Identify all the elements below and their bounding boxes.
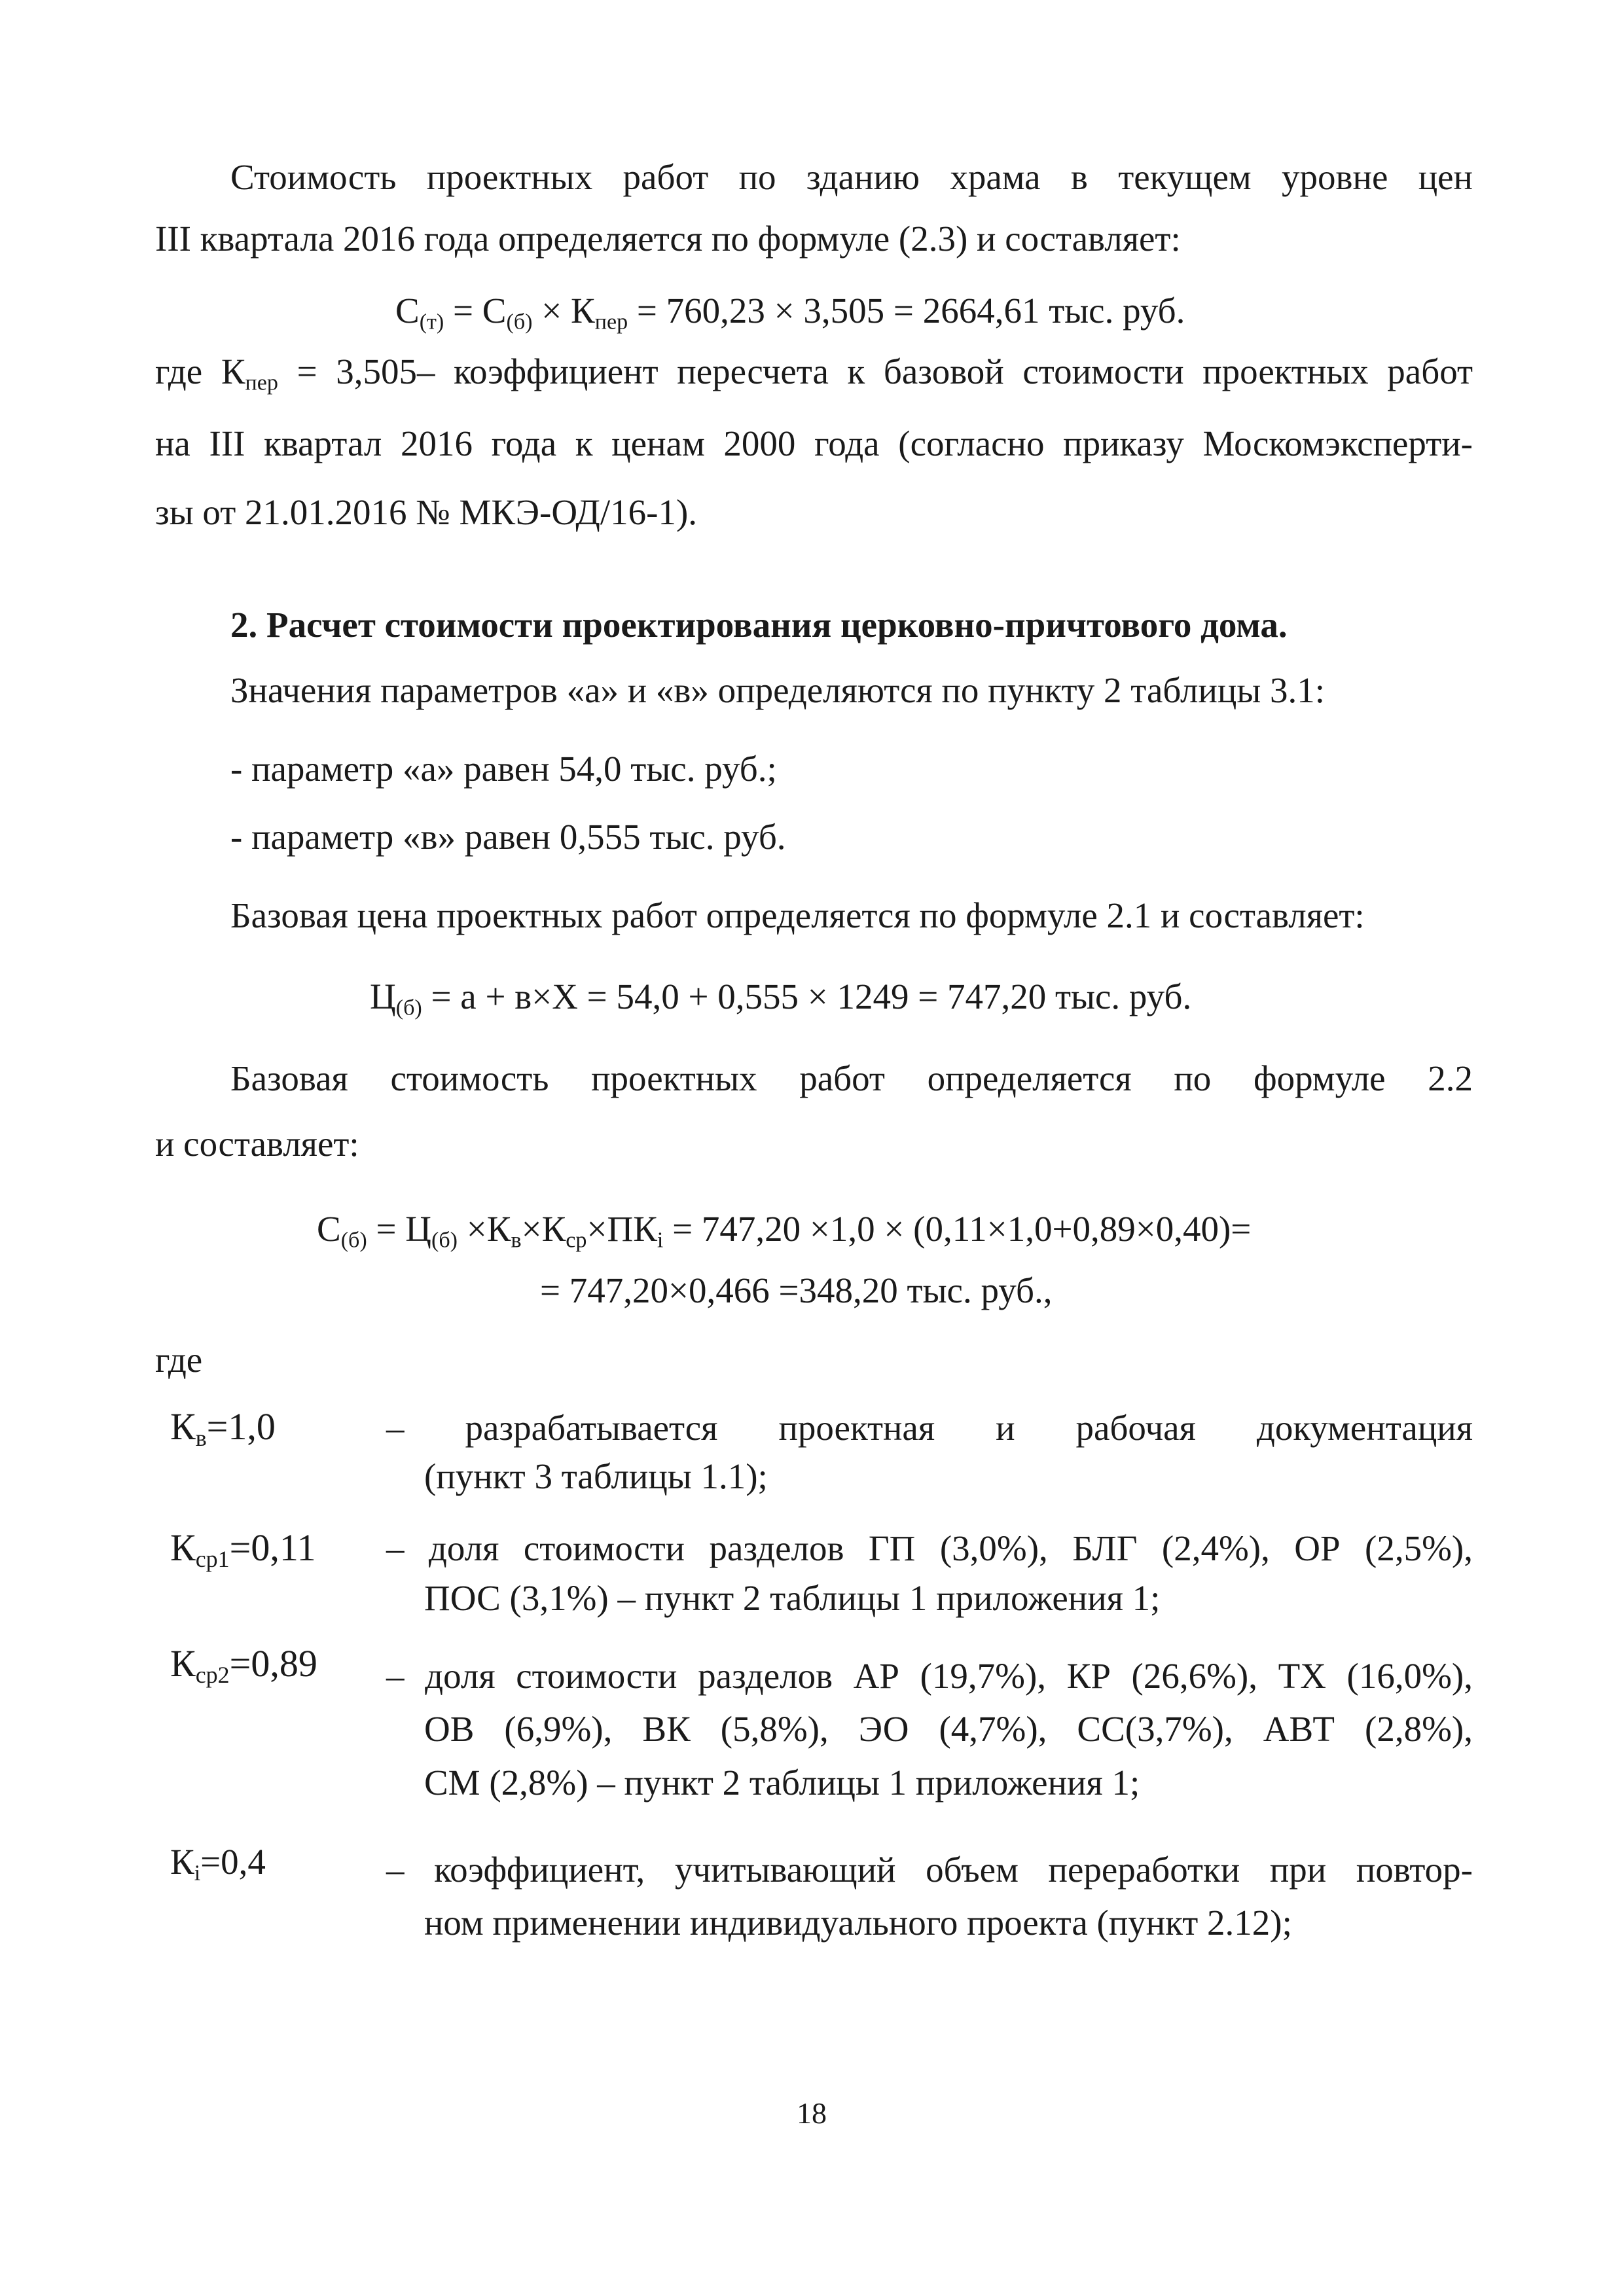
coef-kv-desc-1: – разрабатывается проектная и рабочая документация — [386, 1408, 1473, 1448]
formula-base-cost: $С_{(б)} = Ц_{(б)} \times К_в\times К_{ср}\times ПК_i = 747,20 \times 1,0 \times (0,11\times 1,0+0,89\times 0,40)=$ — [317, 1209, 1252, 1253]
coef-ksr2-desc-1: – доля стоимости разделов АР (19,7%), КР (26,6%), ТХ (16,0%), — [386, 1656, 1473, 1696]
where-kper-line-2: на III квартал 2016 года к ценам 2000 года (согласно приказу Москомэксперти- — [155, 423, 1473, 463]
formula-base-cost-result: = 747,20×0,466 =348,20 тыс. руб., — [540, 1270, 1053, 1310]
param-b-item: - параметр «в» равен 0,555 тыс. руб. — [230, 817, 786, 857]
formula-current-cost: $С_{(т)} = С_{(б)} \times К_{пер} = 760,23 \times 3,505 = 2664,61$ тыс. руб. — [395, 291, 1185, 334]
coef-ksr2-label: $К_{ср2}=0,89$ — [170, 1642, 317, 1689]
params-intro: Значения параметров «а» и «в» определяются по пункту 2 таблицы 3.1: — [230, 670, 1326, 710]
coef-ksr2-desc-2: ОВ (6,9%), ВК (5,8%), ЭО (4,7%), СС(3,7%), АВТ (2,8%), — [424, 1709, 1473, 1749]
coef-ksr2-desc-3: СМ (2,8%) – пункт 2 таблицы 1 приложения 1; — [424, 1763, 1140, 1803]
where-kper-line-1: где $К_{пер} = 3,505-$ коэффициент пересчета к базовой стоимости проектных работ — [155, 351, 1473, 395]
param-a-item: - параметр «а» равен 54,0 тыс. руб.; — [230, 749, 777, 789]
coef-kv-label: $К_в=1,0$ — [170, 1405, 276, 1452]
intro-line-1: Стоимость проектных работ по зданию храма в текущем уровне цен — [230, 157, 1473, 197]
coef-ki-desc-2: ном применении индивидуального проекта (пункт 2.12); — [424, 1903, 1292, 1943]
coef-ksr1-desc-2: ПОС (3,1%) – пункт 2 таблицы 1 приложения 1; — [424, 1578, 1161, 1618]
coef-ki-desc-1: – коэффициент, учитывающий объем переработки при повтор- — [386, 1850, 1473, 1890]
coef-ksr1-desc-1: – доля стоимости разделов ГП (3,0%), БЛГ (2,4%), ОР (2,5%), — [386, 1528, 1473, 1568]
base-cost-line-1: Базовая стоимость проектных работ определяется по формуле 2.2 — [230, 1058, 1473, 1098]
coef-kv-desc-2: (пункт 3 таблицы 1.1); — [424, 1456, 768, 1496]
base-cost-line-2: и составляет: — [155, 1124, 359, 1164]
intro-line-2: III квартала 2016 года определяется по формуле (2.3) и составляет: — [155, 219, 1181, 259]
base-price-intro: Базовая цена проектных работ определяется по формуле 2.1 и составляет: — [230, 895, 1365, 935]
where-kper-line-3: зы от 21.01.2016 № МКЭ-ОД/16-1). — [155, 492, 698, 532]
coef-ki-label: $К_i=0,4$ — [170, 1842, 266, 1886]
section-heading: 2. Расчет стоимости проектирования церковно-причтового дома. — [230, 605, 1288, 645]
where-label: где — [155, 1340, 203, 1380]
formula-base-price: $Ц_{(б)} = а + в\times Х = 54,0 + 0,555 \times 1249 = 747,20$ тыс. руб. — [370, 977, 1192, 1020]
coef-ksr1-label: $К_{ср1}=0,11$ — [170, 1526, 316, 1573]
page-number: 18 — [797, 2096, 827, 2130]
